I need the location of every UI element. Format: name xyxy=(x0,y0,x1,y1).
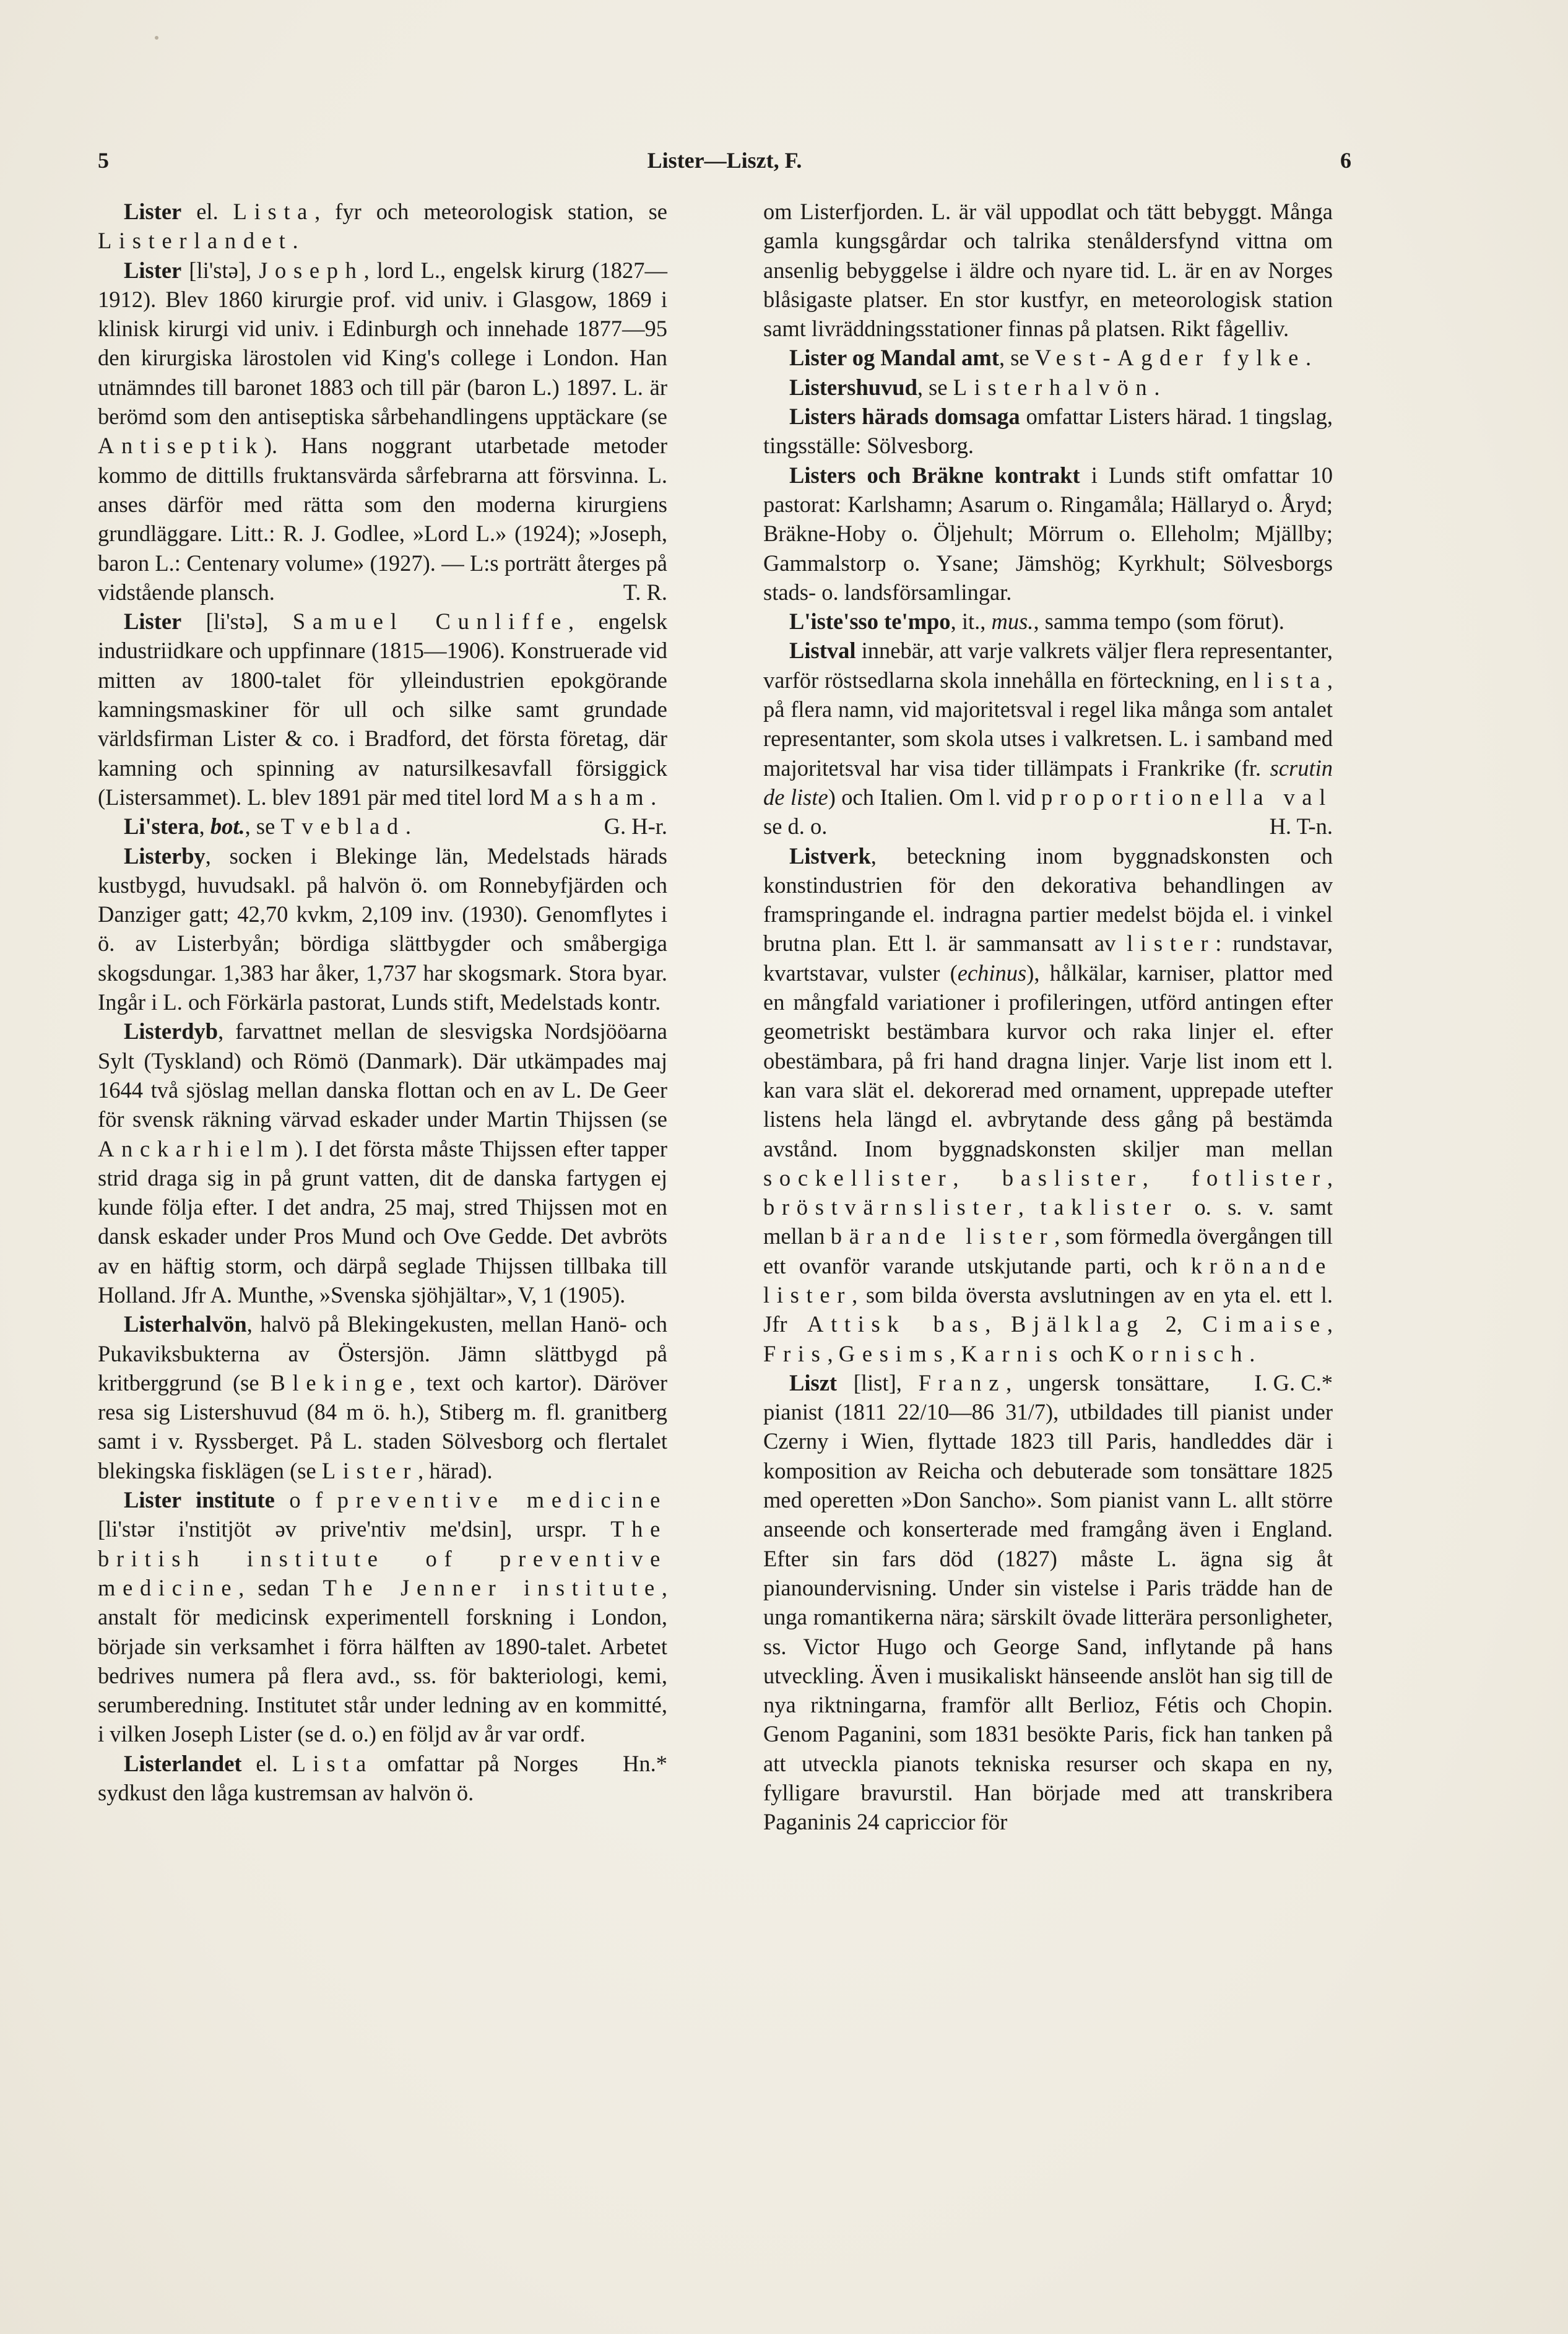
entry-listerlandet: Listerlandet el. Lista omfattar på Norges sydkust den låga kustremsan av halvön ö. xyxy=(98,1750,579,1806)
right-column xyxy=(763,197,1333,1837)
entry-lister-og-mandal: Lister og Mandal amt, se Vest-Agder fylke. xyxy=(789,345,1312,371)
page-number-left: 5 xyxy=(98,148,109,173)
signature: Hn.* xyxy=(623,1750,667,1776)
left-column xyxy=(98,197,667,1807)
signature: H. T-n. xyxy=(1269,813,1333,839)
entry-listers-och-brakne: Listers och Bräkne kontrakt i Lunds stift omfattar 10 pastorat: Karlshamn; Asarum o. Ringamåla; Hällaryd o. Åryd; Bräkne-Hoby o. Öljehult; Mörrum o. Elleholm; Mjällby; Gammalstorp o. Ysane; Jämshög; Kyrkhult; Sölvesborgs stads- o. landsförsamlingar. xyxy=(763,462,1333,605)
entry-listera: Li'stera, bot., se Tveblad. xyxy=(124,813,411,839)
entry-lister-joseph: Lister [li'stə], Joseph, lord L., engelsk kirurg (1827—1912). Blev 1860 kirurgie prof. vid univ. i Glasgow, 1869 i klinisk kirurgi vid univ. i Edinburgh och innehade 1877—95 den kirurgiska lärostolen vid King's college i London. Han utnämndes till baronet 1883 och till pär (baron L.) 1897. L. är berömd som den antiseptiska sårbehandlingens upptäckare (se Antiseptik). Hans noggrant utarbetade metoder kommo de dittills fruktansvärda sårfebrarna att försvinna. L. anses därför med rätta som den moderna kirurgiens grundläggare. Litt.: R. J. Godlee, »Lord L.» (1924); »Joseph, baron L.: Centenary volume» (1927). — L:s porträtt återges på vidstående plansch. T. R. xyxy=(98,256,667,607)
signature: I. G. C.* xyxy=(1254,1369,1333,1395)
entry-listerdyb: Listerdyb, farvattnet mellan de slesvigska Nordsjööarna Sylt (Tyskland) och Römö (Danmark). Där utkämpades maj 1644 två sjöslag mellan danska flottan och en av L. De Geer för svensk räkning värvad eskader under Martin Thijssen (se Anckarhielm). I det första måste Thijssen efter tapper strid draga sig in på grunt vatten, dit de danska fartygen ej kunde följa efter. I det andra, 25 maj, stred Thijssen mot en dansk eskader under Pros Mund och Ove Gedde. Det avbröts av en häftig storm, och därpå seglade Thijssen tillbaka till Holland. Jfr A. Munthe, »Svenska sjöhjältar», V, 1 (1905). xyxy=(98,1018,667,1308)
signature: T. R. xyxy=(623,579,667,605)
page-title: Lister—Liszt, F. xyxy=(647,148,802,173)
entry-listers-harads-domsaga: Listers härads domsaga omfattar Listers härad. 1 tingslag, tingsställe: Sölvesborg. xyxy=(763,404,1333,459)
signature: G. H-r. xyxy=(604,813,667,839)
entry-listerby: Listerby, socken i Blekinge län, Medelstads härads kustbygd, huvudsakl. på halvön ö. om Ronnebyfjärden och Danziger gatt; 42,70 kvkm, 2,109 inv. (1930). Genomflytes i ö. av Listerbyån; bördiga slättbygder och småbergiga skogsdungar. 1,383 har åker, 1,737 har skogsmark. Stora byar. Ingår i L. och Förkärla pastorat, Lunds stift, Medelstads kontr. xyxy=(98,843,667,1015)
entry-listesso-tempo: L'iste'sso te'mpo, it., mus., samma tempo (som förut). xyxy=(789,609,1284,635)
entry-listershuvud: Listershuvud, se Listerhalvön. xyxy=(789,374,1160,400)
running-head xyxy=(98,147,1351,178)
entry-listval: Listval innebär, att varje valkrets väljer flera representanter, varför röstsedlarna skola innehålla en förteckning, en lista, på flera namn, vid majoritetsval i regel lika många som antalet representanter, som skola utses i valkretsen. L. i samband med majoritetsval har visa tider tillämpats i Frankrike (fr. scrutin de liste) och Italien. Om l. vid proportionella val se d. o. H. T-n. xyxy=(763,636,1333,841)
entry-lister-lista: Lister el. Lista, fyr och meteorologisk station, se Listerlandet. xyxy=(98,199,667,254)
entry-listerlandet-continued: om Listerfjorden. L. är väl uppodlat och tätt bebyggt. Många gamla kungsgårdar och talrika stenåldersfynd vittna om ansenlig bebyggelse i äldre och nyare tid. L. är en av Norges blåsigaste platser. En stor kustfyr, en meteorologisk station samt livräddningsstationer finnas på platsen. Rikt fågelliv. xyxy=(763,199,1333,342)
entry-lister-institute: Lister institute o f preventive medicine [li'stər i'nstitjöt əv prive'ntiv me'dsin], urspr. The british institute of preventive medicine, sedan The Jenner institute, anstalt för medicinsk experimentell forskning i London, började sin verksamhet i förra hälften av 1890-talet. Arbetet bedrives numera på flera avd., ss. för bakteriologi, kemi, serumberedning. Institutet står under ledning av en kommitté, i vilken Joseph Lister (se d. o.) en följd av år var ordf. Hn.* xyxy=(98,1485,667,1749)
entry-listerhalvon: Listerhalvön, halvö på Blekingekusten, mellan Hanö- och Pukaviksbukterna av Östersjön. Jämn slättbygd på kritberggrund (se Blekinge, text och kartor). Däröver resa sig Listershuvud (84 m ö. h.), Stiberg m. fl. granitberg samt i v. Ryssberget. På L. staden Sölvesborg och flertalet blekingska fisklägen (se Lister, härad). xyxy=(98,1311,667,1483)
page-number-right: 6 xyxy=(1340,148,1351,173)
entry-liszt: Liszt [list], Franz, ungersk tonsättare, pianist (1811 22/10—86 31/7), utbildades till pianist under Czerny i Wien, flyttade 1823 till Paris, handleddes där i komposition av Reicha och debuterade som tonsättare 1825 med operetten »Don Sancho». Som pianist vann L. allt större anseende och konserterade med framgång även i England. Efter sin fars död (1827) måste L. ägna sig åt pianoundervisning. Under sin vistelse i Paris trädde han de unga romantikerna nära; särskilt övade litterära personligheter, ss. Victor Hugo och George Sand, inflytande på hans utveckling. Även i musikaliskt hänseende anslöt han sig till de nya riktningarna, framför allt Berlioz, Fétis och Chopin. Genom Paganini, som 1831 besökte Paris, fick han tanken på att utveckla pianots tekniska resurser och skapa en ny, fylligare bravurstil. Han började med att transkribera Paganinis 24 capriccior för xyxy=(763,1369,1333,1835)
entry-listverk: Listverk, beteckning inom byggnadskonsten och konstindustrien för den dekorativa behandlingen av framspringande el. indragna partier medelst böjda el. i vinkel brutna plan. Ett l. är sammansatt av lister: rundstavar, kvartstavar, vulster (echinus), hålkälar, karniser, plattor med en mångfald variationer i profileringen, utförd antingen efter geometriskt bestämbara kurvor och raka linjer el. efter obestämbara, på fri hand dragna linjer. Varje list inom ett l. kan vara slät el. dekorerad med ornament, upprepade utefter listens hela längd el. avbrytande dess gång på bestämda avstånd. Inom byggnadskonsten skiljer man mellan sockellister, baslister, fotlister, bröstvärnslister, taklister o. s. v. samt mellan bärande lister, som förmedla övergången till ett ovanför varande utskjutande parti, och krönande lister, som bilda översta avslutningen av en yta el. ett l. Jfr Attisk bas, Bjälklag 2, Cimaise, Fris, Gesims, Karnis och Kornisch. I. G. C.* xyxy=(763,841,1333,1368)
paper-speck xyxy=(155,36,158,40)
entry-lister-samuel: Lister [li'stə], Samuel Cunliffe, engelsk industriidkare och uppfinnare (1815—1906). Konstruerade vid mitten av 1800-talet för ylleindustrien epokgörande kamningsmaskiner för ull och silke samt grundade världsfirman Lister & co. i Bradford, det första företag, där kamning och spinning av natursilkesavfall försiggick (Listersammet). L. blev 1891 pär med titel lord Masham. G. H-r. xyxy=(98,607,667,812)
